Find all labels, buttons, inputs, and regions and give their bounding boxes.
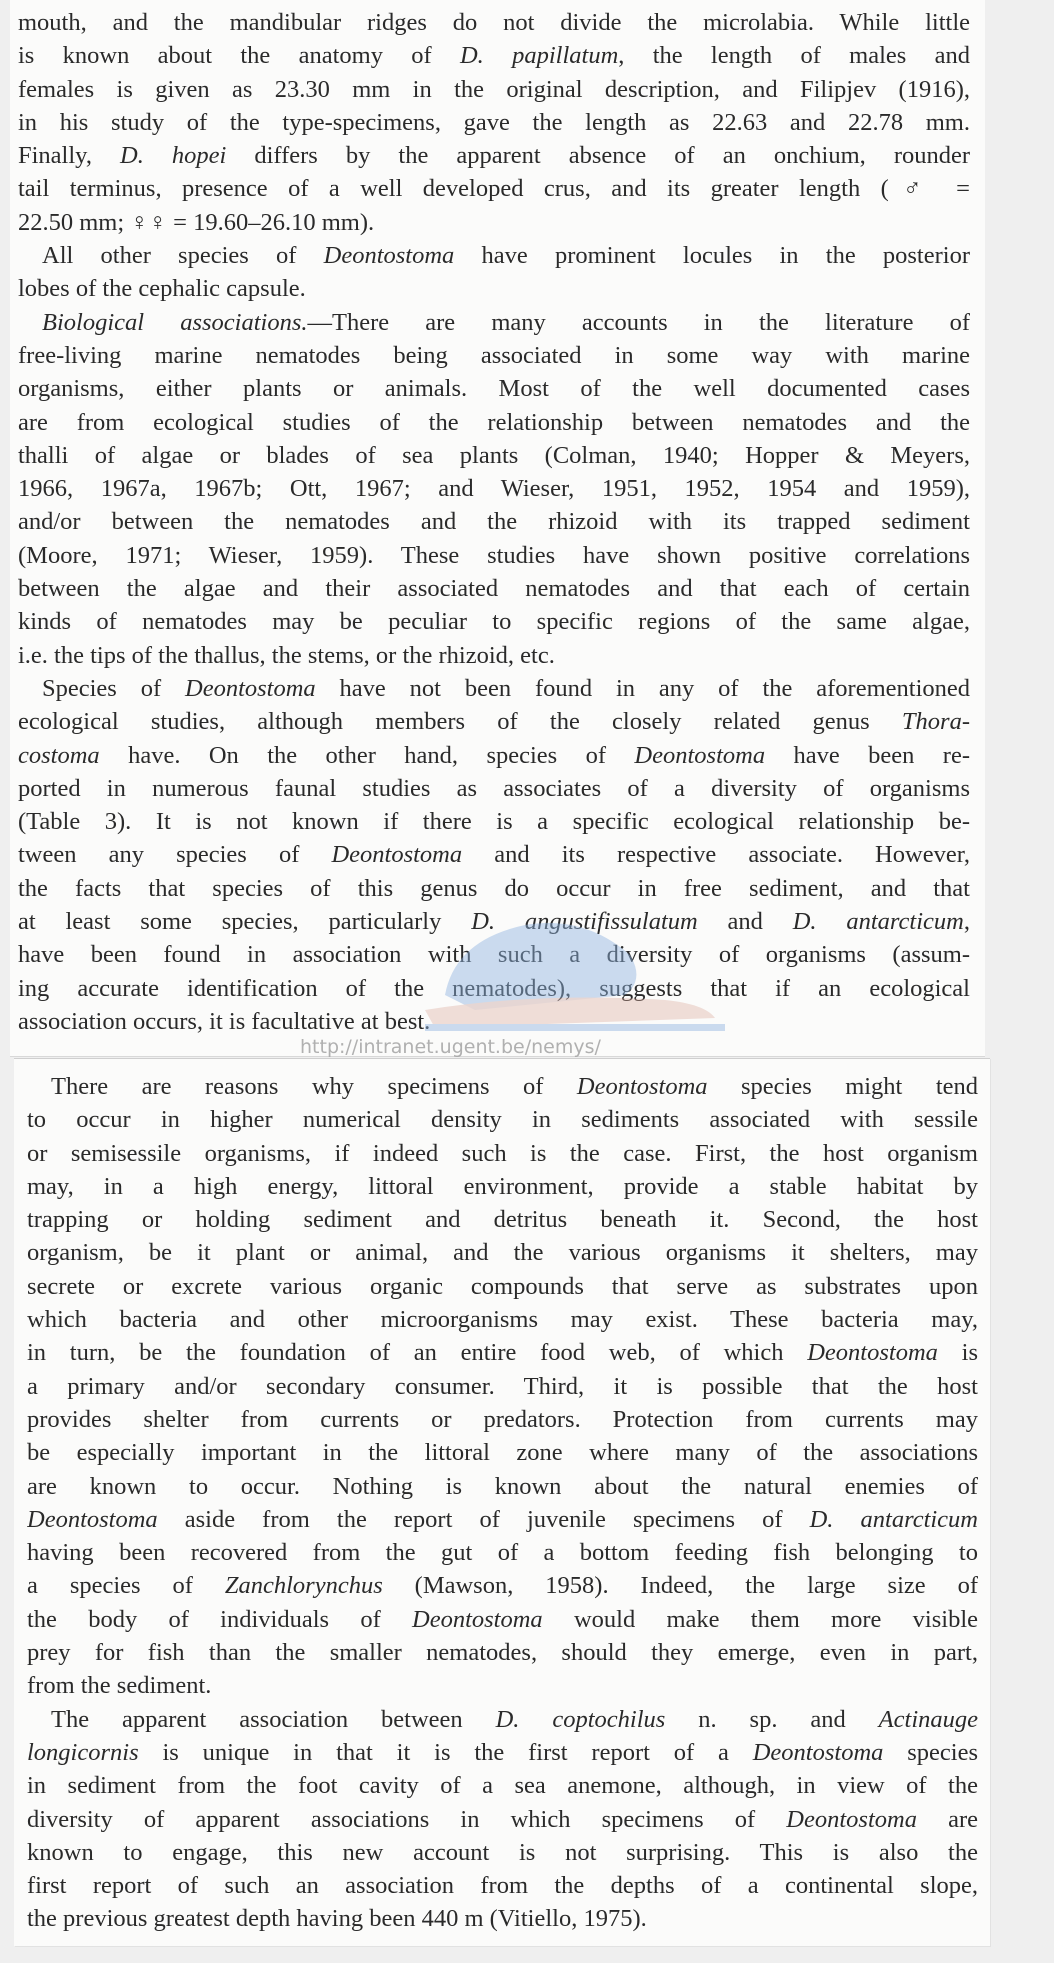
text-line: The apparent association between D. coptochilus n. sp. and Actinauge [51,1705,978,1733]
text-line: free-living marine nematodes being associated in some way with marine [18,341,970,369]
text-line: known to engage, this new account is not surprising. This is also the [27,1838,978,1866]
text-line: Species of Deontostoma have not been found in any of the aforementioned [42,674,970,702]
text-line: to occur in higher numerical density in sediments associated with sessile [27,1106,978,1134]
text-line: have been found in association with such a diversity of organisms (assum- [18,941,970,969]
text-line: prey for fish than the smaller nematodes, should they emerge, even in part, [27,1639,978,1667]
text-line: (Table 3). It is not known if there is a specific ecological relationship be- [18,808,970,836]
text-line: organism, be it plant or animal, and the various organisms it shelters, may [27,1239,978,1267]
text-line: in turn, be the foundation of an entire food web, of which Deontostoma is [27,1339,978,1367]
text-line: There are reasons why specimens of Deontostoma species might tend [51,1073,978,1100]
text-line: provides shelter from currents or predators. Protection from currents may [27,1405,978,1433]
text-line: may, in a high energy, littoral environment, provide a stable habitat by [27,1172,978,1200]
text-line: costoma have. On the other hand, species of Deontostoma have been re- [18,741,970,769]
text-line: longicornis is unique in that it is the first report of a Deontostoma species [27,1738,978,1766]
text-line: from the sediment. [27,1672,212,1700]
document-page-bottom-section [14,1058,990,1946]
text-line: trapping or holding sediment and detritus beneath it. Second, the host [27,1206,978,1234]
text-line: are known to occur. Nothing is known about the natural enemies of [27,1472,978,1500]
text-line: All other species of Deontostoma have prominent locules in the posterior [42,242,970,270]
text-line: first report of such an association from the depths of a continental slope, [27,1872,978,1900]
text-line: Finally, D. hopei differs by the apparent absence of an onchium, rounder [18,142,970,170]
text-line: i.e. the tips of the thallus, the stems, or the rhizoid, etc. [18,641,555,669]
text-line: having been recovered from the gut of a bottom feeding fish belonging to [27,1539,978,1567]
text-line: be especially important in the littoral zone where many of the associations [27,1439,978,1467]
text-line: thalli of algae or blades of sea plants (Colman, 1940; Hopper & Meyers, [18,441,970,469]
text-line: kinds of nematodes may be peculiar to specific regions of the same algae, [18,608,970,636]
text-line: are from ecological studies of the relationship between nematodes and the [18,408,970,436]
text-line: association occurs, it is facultative at best. [18,1007,431,1035]
text-line: lobes of the cephalic capsule. [18,275,306,303]
text-line: 1966, 1967a, 1967b; Ott, 1967; and Wieser, 1951, 1952, 1954 and 1959), [18,475,970,503]
text-line: and/or between the nematodes and the rhizoid with its trapped sediment [18,508,970,536]
text-line: tail terminus, presence of a well developed crus, and its greater length (♂ = [18,175,970,203]
text-line: in his study of the type-specimens, gave the length as 22.63 and 22.78 mm. [18,108,970,136]
text-line: or semisessile organisms, if indeed such is the case. First, the host organism [27,1139,978,1167]
text-line: mouth, and the mandibular ridges do not divide the microlabia. While little [18,9,970,36]
text-line: (Moore, 1971; Wieser, 1959). These studies have shown positive correlations [18,541,970,569]
text-line: which bacteria and other microorganisms may exist. These bacteria may, [27,1306,978,1334]
text-line: a species of Zanchlorynchus (Mawson, 1958). Indeed, the large size of [27,1572,978,1600]
text-line: in sediment from the foot cavity of a sea anemone, although, in view of the [27,1772,978,1800]
text-line: at least some species, particularly D. angustifissulatum and D. antarcticum, [18,908,970,936]
text-line: secrete or excrete various organic compounds that serve as substrates upon [27,1272,978,1300]
text-line: Deontostoma aside from the report of juvenile specimens of D. antarcticum [27,1505,978,1533]
text-column-top [18,6,970,1038]
text-line: Biological associations.—There are many accounts in the literature of [42,308,970,336]
text-line: organisms, either plants or animals. Most of the well documented cases [18,375,970,403]
text-line: 22.50 mm; ♀♀ = 19.60–26.10 mm). [18,208,375,236]
text-line: a primary and/or secondary consumer. Third, it is possible that the host [27,1372,978,1400]
text-line: the previous greatest depth having been 440 m (Vitiello, 1975). [27,1905,647,1933]
document-page-top-section [10,0,985,1056]
text-column-bottom [27,1070,978,1936]
text-line: ing accurate identification of the nematodes), suggests that if an ecological [18,974,970,1002]
text-line: females is given as 23.30 mm in the original description, and Filipjev (1916), [18,75,970,103]
text-line: ecological studies, although members of the closely related genus Thora- [18,708,970,736]
text-line: is known about the anatomy of D. papillatum, the length of males and [18,42,970,70]
text-line: diversity of apparent associations in which specimens of Deontostoma are [27,1805,978,1833]
text-line: the body of individuals of Deontostoma would make them more visible [27,1605,978,1633]
text-line: the facts that species of this genus do occur in free sediment, and that [18,874,970,902]
watermark-url: http://intranet.ugent.be/nemys/ [300,1036,601,1058]
text-line: between the algae and their associated nematodes and that each of certain [18,575,970,603]
text-line: tween any species of Deontostoma and its respective associate. However, [18,841,970,869]
text-line: ported in numerous faunal studies as associates of a diversity of organisms [18,774,970,802]
